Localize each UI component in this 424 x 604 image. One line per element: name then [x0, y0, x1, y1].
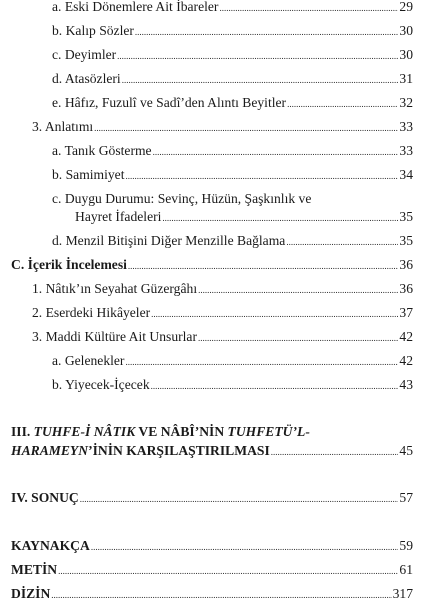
toc-entry-gelenekler[interactable] [52, 352, 413, 371]
toc-entry-duygu-durumu[interactable] [52, 190, 413, 227]
dot-leader [117, 47, 398, 65]
toc-section-heading-continued [11, 441, 270, 460]
toc-entry-natik-seyahat[interactable] [32, 280, 413, 299]
section-number: III. [11, 424, 34, 439]
toc-page-number: 31 [399, 71, 413, 86]
work-title: HARAMEYN [11, 443, 89, 458]
toc-page-number: 45 [399, 443, 413, 458]
toc-entry-label: d. Atasözleri [52, 71, 121, 86]
toc-entry-label: a. Eski Dönemlere Ait İbareler [52, 0, 219, 14]
toc-entry-eski-donemler[interactable] [52, 0, 413, 17]
toc-entry-label: C. İçerik İncelemesi [11, 257, 127, 272]
dot-leader [122, 71, 399, 89]
dot-leader [219, 0, 398, 17]
toc-entry-label: 2. Eserdeki Hikâyeler [32, 305, 151, 320]
dot-leader [287, 95, 398, 113]
toc-page-number: 36 [399, 281, 413, 296]
toc-entry-label: METİN [11, 562, 58, 577]
toc-page-number: 35 [399, 209, 413, 224]
toc-page-number: 42 [399, 329, 413, 344]
toc-entry-samimiyet[interactable] [52, 166, 413, 185]
toc-page-number: 37 [399, 305, 413, 320]
toc-entry-label: KAYNAKÇA [11, 538, 90, 553]
toc-entry-sonuc[interactable] [11, 489, 413, 508]
toc-entry-label: 1. Nâtık’ın Seyahat Güzergâhı [32, 281, 198, 296]
toc-entry-kaynakca[interactable] [11, 537, 413, 556]
dot-leader [128, 257, 399, 275]
toc-section-heading [11, 422, 413, 441]
dot-leader [58, 562, 398, 580]
toc-entry-label: DİZİN [11, 586, 51, 601]
toc-page-number: 34 [399, 167, 413, 182]
toc-entry-anlatim[interactable] [32, 118, 413, 137]
toc-page-number: 32 [399, 95, 413, 110]
dot-leader [91, 538, 399, 556]
heading-text: ’İNİN KARŞILAŞTIRILMASI [88, 443, 270, 458]
toc-entry-atasozleri[interactable] [52, 70, 413, 89]
toc-entry-label-continued: Hayret İfadeleri [75, 209, 162, 224]
toc-entry-dizin[interactable] [11, 585, 413, 604]
toc-entry-yiyecek-icecek[interactable] [52, 376, 413, 395]
dot-leader [198, 329, 398, 347]
toc-page-number: 61 [399, 562, 413, 577]
toc-entry-label: b. Yiyecek-İçecek [52, 377, 150, 392]
toc-entry-alinti-beyitler[interactable] [52, 94, 413, 113]
dot-leader [162, 209, 398, 227]
toc-entry-label: e. Hâfız, Fuzulî ve Sadî’den Alıntı Beyitler [52, 95, 287, 110]
toc-page-number: 59 [399, 538, 413, 553]
toc-entry-maddi-kultur[interactable] [32, 328, 413, 347]
dot-leader [125, 353, 398, 371]
toc-entry-label: c. Deyimler [52, 47, 117, 62]
toc-entry-label: c. Duygu Durumu: Sevinç, Hüzün, Şaşkınlık ve [52, 191, 312, 206]
dot-leader [286, 233, 398, 251]
dot-leader [151, 305, 398, 323]
toc-entry-label: IV. SONUÇ [11, 490, 79, 505]
toc-page-number: 33 [399, 143, 413, 158]
dot-leader [135, 23, 398, 41]
toc-page-number: 57 [399, 490, 413, 505]
dot-leader [126, 167, 399, 185]
toc-page-number: 317 [392, 586, 413, 601]
dot-leader [51, 586, 391, 604]
dot-leader [198, 281, 398, 299]
toc-entry-metin[interactable] [11, 561, 413, 580]
toc-entry-continuation [52, 208, 413, 227]
toc-entry-label: 3. Maddi Kültüre Ait Unsurlar [32, 329, 197, 344]
toc-entry-continuation [11, 441, 413, 462]
toc-entry-deyimler[interactable] [52, 46, 413, 65]
toc-page-number: 42 [399, 353, 413, 368]
dot-leader [80, 490, 399, 508]
toc-entry-menzil[interactable] [52, 232, 413, 251]
dot-leader [271, 443, 399, 462]
toc-entry-karsilastirma[interactable] [11, 422, 413, 462]
toc-page-number: 36 [399, 257, 413, 272]
dot-leader [94, 119, 398, 137]
toc-entry-label: d. Menzil Bitişini Diğer Menzille Bağlama [52, 233, 286, 248]
toc-entry-kalip-sozler[interactable] [52, 22, 413, 41]
dot-leader [151, 377, 399, 395]
toc-page-number: 29 [399, 0, 413, 14]
toc-entry-label: b. Kalıp Sözler [52, 23, 134, 38]
toc-entry-label: 3. Anlatımı [32, 119, 94, 134]
work-title: TUHFETÜ’L- [227, 424, 310, 439]
toc-entry-icerik-incelemesi[interactable] [11, 256, 413, 275]
toc-entry-tanik-gosterme[interactable] [52, 142, 413, 161]
toc-page-number: 30 [399, 23, 413, 38]
heading-text: VE NÂBÎ’NİN [135, 424, 228, 439]
toc-page-number: 33 [399, 119, 413, 134]
toc-page-number: 35 [399, 233, 413, 248]
toc-page-number: 43 [399, 377, 413, 392]
dot-leader [153, 143, 399, 161]
toc-entry-label: a. Gelenekler [52, 353, 125, 368]
toc-page-number: 30 [399, 47, 413, 62]
work-title: TUHFE-İ NÂTIK [33, 424, 136, 439]
toc-entry-label: a. Tanık Gösterme [52, 143, 152, 158]
toc-entry-label: b. Samimiyet [52, 167, 125, 182]
toc-entry-eserdeki-hikayeler[interactable] [32, 304, 413, 323]
